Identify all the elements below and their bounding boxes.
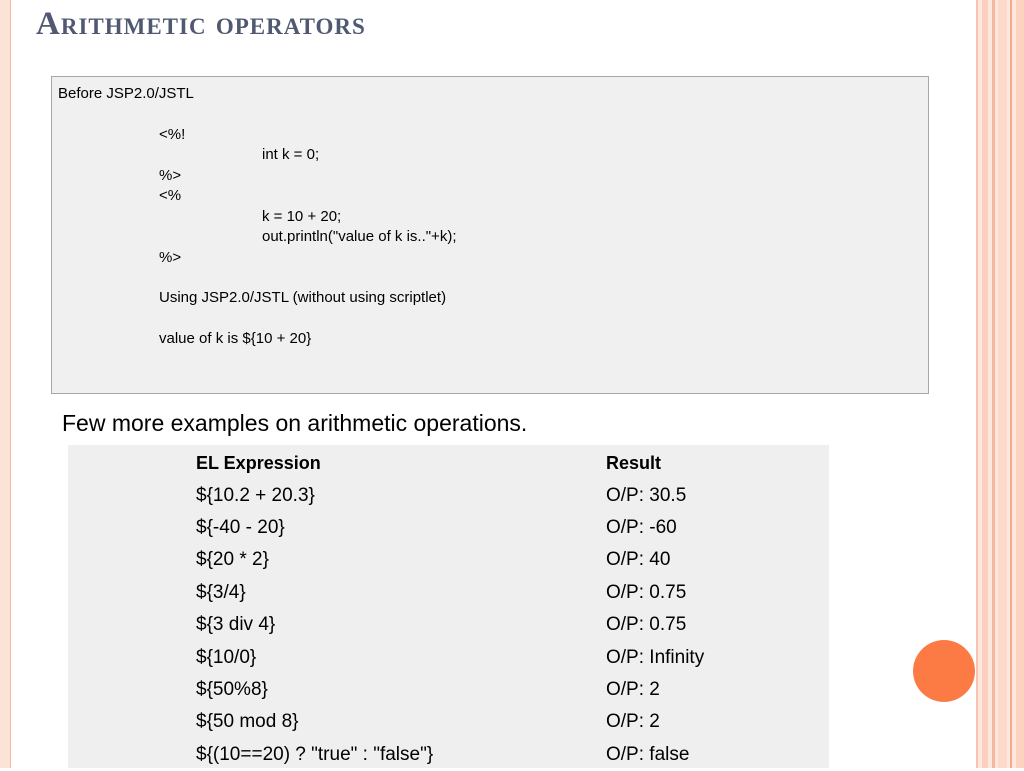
el-examples-table [68, 445, 829, 768]
table-row [68, 609, 829, 641]
stripe [1016, 0, 1024, 768]
result-cell: O/P: 2 [606, 679, 660, 700]
result-cell: O/P: Infinity [606, 647, 705, 668]
code-line: <% [159, 187, 182, 204]
table-row [68, 512, 829, 544]
stripe [998, 0, 1007, 768]
table-row [68, 674, 829, 706]
code-heading: Before JSP2.0/JSTL [58, 85, 194, 102]
table-row [68, 739, 829, 771]
stripe [976, 0, 978, 768]
code-line: value of k is ${10 + 20} [159, 330, 312, 347]
stripe [992, 0, 995, 768]
result-cell: O/P: 40 [606, 549, 671, 570]
table-row [68, 480, 829, 512]
code-line: int k = 0; [262, 146, 320, 163]
result-cell: O/P: 30.5 [606, 485, 687, 506]
table-header-row [68, 447, 829, 479]
expression-cell: ${-40 - 20} [196, 517, 285, 538]
expression-cell: ${50%8} [196, 679, 268, 700]
expression-cell: ${50 mod 8} [196, 711, 299, 732]
code-example-box [51, 76, 929, 394]
result-cell: O/P: 0.75 [606, 614, 687, 635]
expression-cell: ${10.2 + 20.3} [196, 485, 315, 506]
left-margin-line [10, 0, 11, 768]
table-row [68, 577, 829, 609]
code-line: k = 10 + 20; [262, 208, 342, 225]
code-line: <%! [159, 126, 186, 143]
intro-text: Few more examples on arithmetic operations. [62, 410, 528, 436]
header-result: Result [606, 453, 662, 473]
expression-cell: ${(10==20) ? "true" : "false"} [196, 744, 434, 765]
expression-cell: ${3/4} [196, 582, 246, 603]
code-line: %> [159, 249, 182, 266]
decorative-stripes [976, 0, 1024, 768]
table-row [68, 642, 829, 674]
expression-cell: ${3 div 4} [196, 614, 276, 635]
expression-cell: ${20 * 2} [196, 549, 269, 570]
table-row [68, 544, 829, 576]
result-cell: O/P: 2 [606, 711, 660, 732]
slide-title: Arithmetic operators [36, 6, 366, 42]
stripe [982, 0, 988, 768]
table-row [68, 706, 829, 738]
result-cell: O/P: 0.75 [606, 582, 687, 603]
code-line: out.println("value of k is.."+k); [262, 228, 457, 245]
result-cell: O/P: false [606, 744, 690, 765]
decorative-orange-circle [913, 640, 975, 702]
header-el-expression: EL Expression [196, 453, 321, 473]
stripe [1010, 0, 1012, 768]
expression-cell: ${10/0} [196, 647, 257, 668]
left-margin-rule [0, 0, 10, 768]
result-cell: O/P: -60 [606, 517, 677, 538]
code-line: Using JSP2.0/JSTL (without using scriptlet) [159, 289, 447, 306]
code-line: %> [159, 167, 182, 184]
